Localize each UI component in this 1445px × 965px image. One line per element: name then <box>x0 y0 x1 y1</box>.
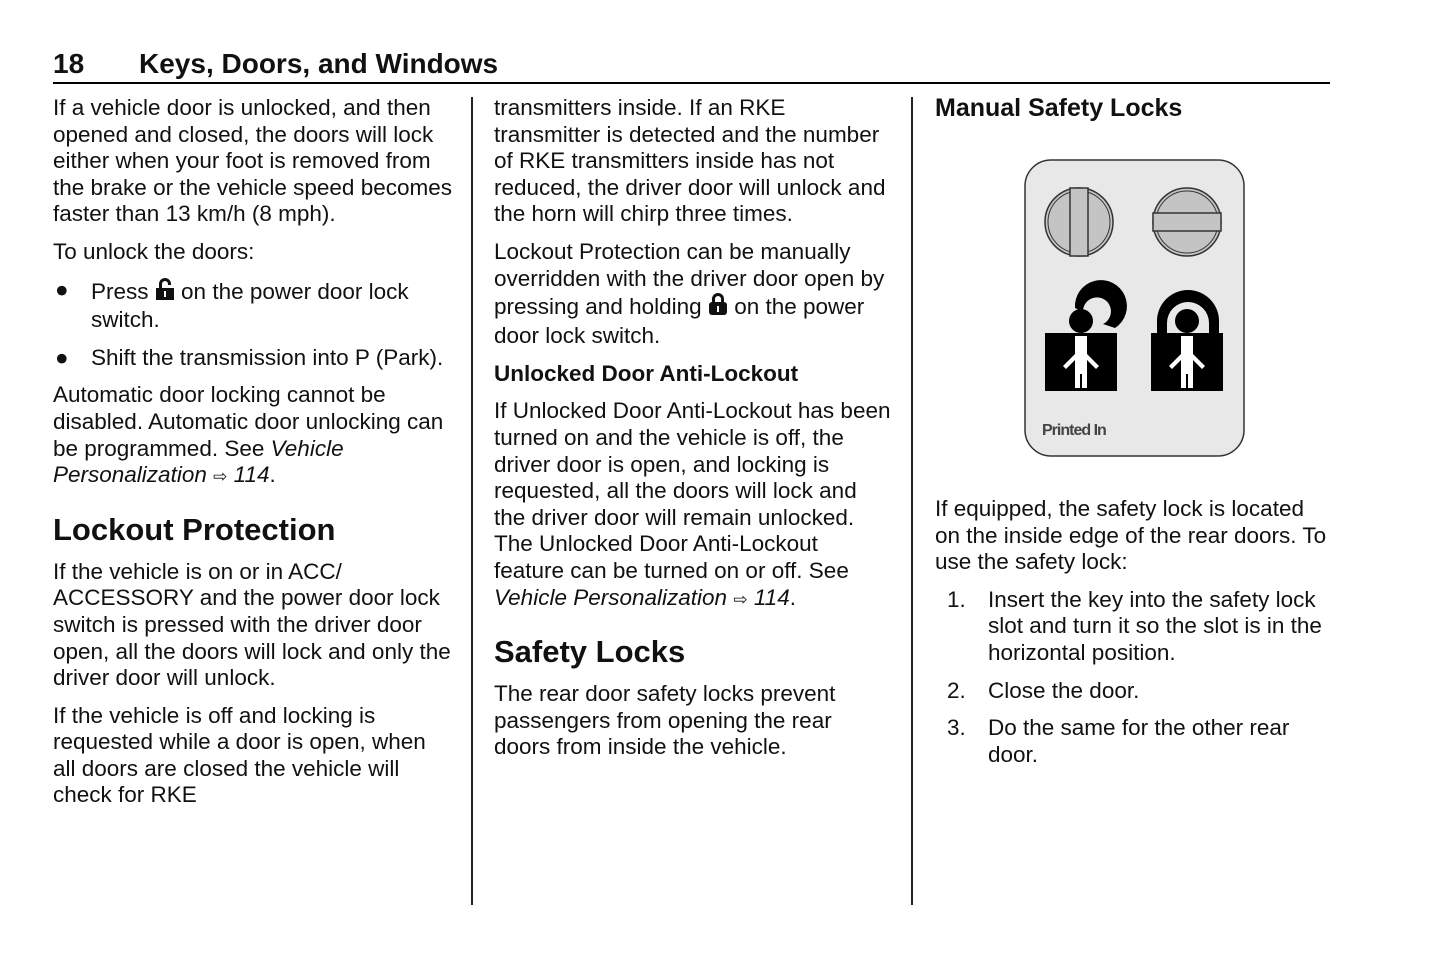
paragraph: To unlock the doors: <box>53 238 255 264</box>
subsection-heading: Manual Safety Locks <box>935 94 1183 122</box>
paragraph: Automatic door locking cannot be disabled. Automatic door unlocking can be programmed. See Vehicle Personalization ⇨ 114. <box>53 382 444 488</box>
page-arrow-icon: ⇨ <box>213 467 228 487</box>
paragraph: If the vehicle is on or in ACC/ ACCESSORY and the power door lock switch is pressed with the driver door open, all the doors will lock and only the driver door will unlock. <box>53 558 451 691</box>
paragraph: Lockout Protection can be manually overridden with the driver door open by pressing and holding on the power door lock switch. <box>494 238 885 348</box>
bullet-list <box>53 277 453 372</box>
safety-lock-figure <box>1023 158 1247 460</box>
figure-label: Printed In <box>1042 422 1106 439</box>
page-reference[interactable]: 114 <box>233 462 270 488</box>
list-item: 3. Do the same for the other rear door. <box>947 715 1290 767</box>
paragraph: If equipped, the safety lock is located on the inside edge of the rear doors. To use the safety lock: <box>935 496 1327 575</box>
list-item: ● Shift the transmission into P (Park). <box>55 344 444 370</box>
cross-reference-link[interactable]: Vehicle Personalization <box>53 435 344 488</box>
page-header <box>53 46 1330 84</box>
page-number: 18 <box>53 48 85 79</box>
horizontal-slot-knob-icon <box>1153 188 1221 256</box>
paragraph: If the vehicle is off and locking is requested while a door is open, when all doors are closed the vehicle will check for RKE <box>53 702 426 808</box>
unlock-icon <box>155 277 175 308</box>
section-heading: Lockout Protection <box>53 511 336 547</box>
section-heading: Safety Locks <box>494 634 686 670</box>
bullet-icon: ● <box>55 344 69 370</box>
paragraph: If Unlocked Door Anti-Lockout has been turned on and the vehicle is off, the driver door is open, and locking is requested, all the doors will lock and the driver door will remain unlocked. The Unlocked Door Anti-Lockout feature can be turned on or off. See Vehicle Personalization ⇨ 114. <box>494 398 891 610</box>
column-middle <box>494 95 894 772</box>
step-number: 3. <box>947 715 966 741</box>
page-arrow-icon: ⇨ <box>733 589 748 609</box>
list-item: ● Press on the power door lock switch. <box>55 276 409 333</box>
step-number: 1. <box>947 586 966 612</box>
paragraph: If a vehicle door is unlocked, and then opened and closed, the doors will lock either when your foot is removed from the brake or the vehicle speed becomes faster than 13 km/h (8 mph). <box>53 95 452 227</box>
bullet-icon: ● <box>55 276 69 302</box>
chapter-title: Keys, Doors, and Windows <box>139 48 499 79</box>
column-left <box>53 95 453 820</box>
lock-icon <box>708 292 728 323</box>
cross-reference-link[interactable]: Vehicle Personalization <box>494 584 728 610</box>
paragraph: transmitters inside. If an RKE transmitter is detected and the number of RKE transmitters inside has not reduced, the driver door will unlock and the horn will chirp three times. <box>494 95 886 227</box>
column-right <box>935 95 1330 779</box>
step-number: 2. <box>947 677 966 703</box>
list-item: 2. Close the door. <box>947 677 1140 703</box>
subsection-heading: Unlocked Door Anti-Lockout <box>494 361 799 387</box>
page-reference[interactable]: 114 <box>753 584 790 610</box>
paragraph: The rear door safety locks prevent passengers from opening the rear doors from inside the vehicle. <box>494 681 836 760</box>
vertical-slot-knob-icon <box>1045 188 1113 256</box>
numbered-list <box>935 587 1330 769</box>
list-item: 1. Insert the key into the safety lock slot and turn it so the slot is in the horizontal position. <box>947 586 1322 665</box>
column-divider <box>911 97 913 905</box>
column-divider <box>471 97 473 905</box>
